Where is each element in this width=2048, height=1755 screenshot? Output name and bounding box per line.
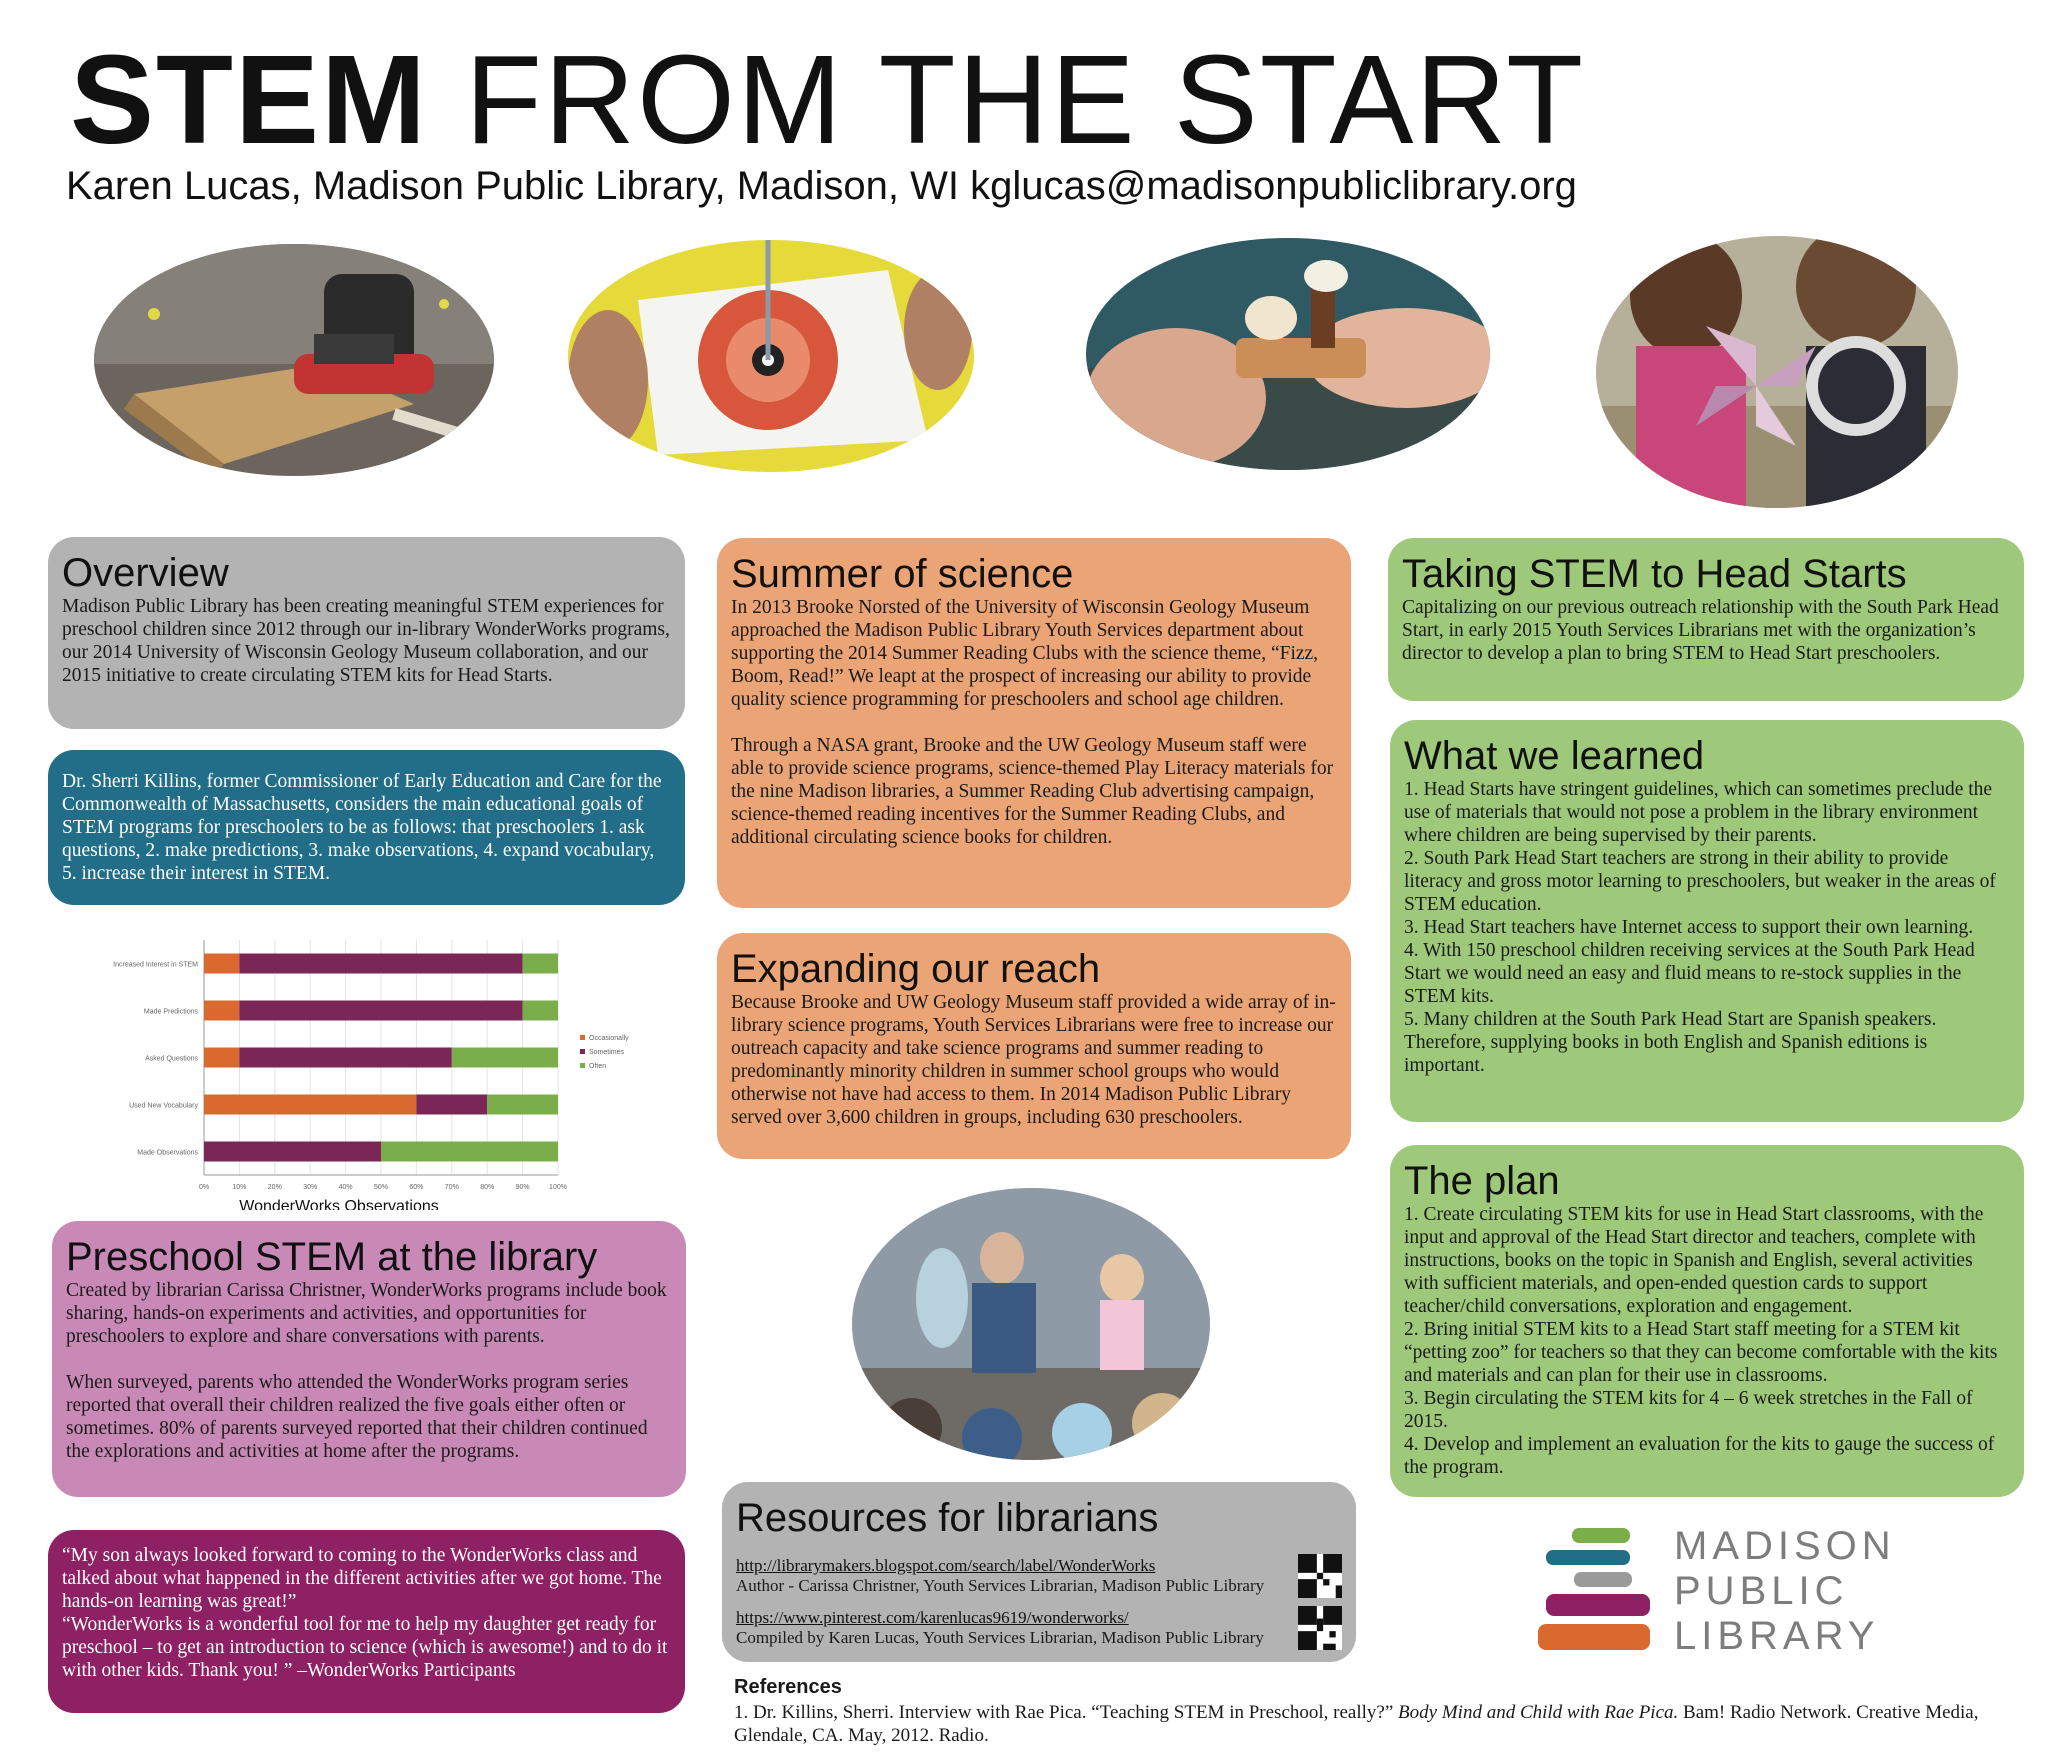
photo-boot-ramp: [94, 244, 494, 476]
chart-x-tick-label: 60%: [409, 1184, 424, 1191]
qr-code-icon: [1298, 1606, 1342, 1650]
reference-text-italic: Body Mind and Child with Rae Pica.: [1398, 1702, 1679, 1723]
qr-code-icon: [1298, 1554, 1342, 1598]
expanding-panel: [717, 933, 1351, 1159]
title-rest: FROM THE START: [465, 29, 1586, 170]
headstart-body: Capitalizing on our previous outreach relationship with the South Park Head Start, in early 2015 Youth Services Librarians met with the organization’s director to develop a plan to bring STEM to Head Start preschoolers.: [1402, 597, 1999, 664]
chart-x-tick-label: 30%: [303, 1184, 318, 1191]
reference-text-after: Bam! Radio Network. Creative Media, Glendale, CA. May, 2012. Radio.: [734, 1702, 1979, 1746]
overview-panel: [48, 537, 685, 729]
chart-x-tick-label: 20%: [267, 1184, 282, 1191]
learned-heading: What we learned: [1404, 734, 1705, 778]
plan-body: 1. Create circulating STEM kits for use in Head Start classrooms, with the input and approval of the Head Start director and teachers, complete with instructions, books on the topic in Spanish and English, several activities with sufficient materials, and open-ended question cards to support teacher/child conversations, exploration and engagement. 2. Bring initial STEM kits to a Head Start staff meeting for a STEM kit “petting zoo” for teachers so that they can become comfortable with the kits and materials and can plan for their use in classrooms. 3. Begin circulating the STEM kits for 4 – 6 week stretches in the Fall of 2015. 4. Develop and implement an evaluation for the kits to gauge the success of the program.: [1404, 1204, 1998, 1478]
library-logo-mark-icon: [1538, 1528, 1658, 1652]
chart-bar-sometimes: [416, 1095, 487, 1115]
chart-bar-occasionally: [204, 1001, 239, 1021]
resources-heading: Resources for librarians: [736, 1496, 1159, 1540]
logo-word-library: LIBRARY: [1674, 1614, 1880, 1658]
overview-heading: Overview: [62, 551, 229, 595]
preschool-panel: [52, 1221, 686, 1497]
chart-x-tick-label: 10%: [232, 1184, 247, 1191]
chart-bar-often: [487, 1095, 558, 1115]
chart-bar-occasionally: [204, 1048, 239, 1068]
expanding-heading: Expanding our reach: [731, 947, 1101, 991]
chart-x-tick-label: 80%: [480, 1184, 495, 1191]
chart-category-label: Made Predictions: [143, 1008, 198, 1016]
plan-panel: [1390, 1145, 2024, 1497]
chart-category-label: Used New Vocabulary: [129, 1102, 198, 1110]
chart-legend-label: Occasionally: [589, 1035, 629, 1042]
poster-title: [70, 30, 1585, 170]
chart-category-label: Made Observations: [137, 1149, 198, 1157]
chart-x-tick-label: 70%: [444, 1184, 459, 1191]
killins-panel: [48, 750, 685, 905]
quotes-panel: [48, 1530, 685, 1713]
library-logo: [1538, 1524, 1896, 1658]
title-bold: STEM: [70, 29, 429, 170]
quotes-body: “My son always looked forward to coming to the WonderWorks class and talked about what happened in the different activities after we got home. The hands-on learning was great!” “WonderWorks is a wonderful tool for me to help my daughter get ready for preschool – to get an introduction to science (which is awesome!) and to do it with other kids. Thank you! ” –WonderWorks Participants: [62, 1545, 668, 1681]
chart-bar-often: [523, 1001, 558, 1021]
chart-bar-often: [381, 1142, 558, 1162]
chart-bar-occasionally: [204, 1095, 416, 1115]
summer-panel: [717, 538, 1351, 908]
resources-panel: [722, 1482, 1356, 1662]
chart-legend-swatch: [580, 1063, 585, 1068]
observations-chart-svg: [84, 930, 684, 1210]
chart-bar-occasionally: [204, 954, 239, 974]
chart-x-axis-title: WonderWorks Observations: [239, 1198, 439, 1210]
chart-x-tick-label: 100%: [549, 1184, 567, 1191]
plan-heading: The plan: [1404, 1159, 1560, 1203]
chart-bar-sometimes: [204, 1142, 381, 1162]
logo-word-madison: MADISON: [1674, 1524, 1896, 1568]
references-heading: References: [734, 1676, 842, 1698]
learned-panel: [1390, 720, 2024, 1122]
photo-mirror-flower: [568, 240, 974, 472]
headstart-heading: Taking STEM to Head Starts: [1402, 552, 1907, 596]
chart-legend-swatch: [580, 1049, 585, 1054]
reference-text-before: 1. Dr. Killins, Sherri. Interview with Rae Pica. “Teaching STEM in Preschool, really?”: [734, 1702, 1399, 1723]
resource-link-pinterest[interactable]: https://www.pinterest.com/karenlucas9619/wonderworks/: [736, 1608, 1129, 1627]
chart-legend-label: Sometimes: [589, 1049, 625, 1056]
headstart-panel: [1388, 538, 2024, 701]
chart-bar-often: [452, 1048, 558, 1068]
chart-category-label: Increased Interest in STEM: [113, 961, 198, 969]
chart-bar-often: [523, 954, 558, 974]
observations-chart: [84, 930, 684, 1210]
expanding-body: Because Brooke and UW Geology Museum staff provided a wide array of in-library science programs, Youth Services Librarians were free to increase our outreach capacity and take science programs and summer reading to predominantly minority children in summer school groups who would otherwise not have had access to them. In 2014 Madison Public Library served over 3,600 children in groups, including 630 preschoolers.: [731, 992, 1336, 1128]
preschool-body: Created by librarian Carissa Christner, WonderWorks programs include book sharing, hands-on experiments and activities, and opportunities for preschoolers to explore and share conversations with parents. When surveyed, parents who attended the WonderWorks program series reported that overall their children realized the five goals either often or sometimes. 80% of parents surveyed reported that their children continued the explorations and activities at home after the programs.: [66, 1280, 667, 1462]
chart-x-tick-label: 40%: [338, 1184, 353, 1191]
chart-x-tick-label: 90%: [515, 1184, 530, 1191]
chart-bar-sometimes: [239, 1048, 451, 1068]
overview-body: Madison Public Library has been creating meaningful STEM experiences for preschool children since 2012 through our in-library WonderWorks programs, our 2014 University of Wisconsin Geology Museum collaboration, and our 2015 initiative to create circulating STEM kits for Head Starts.: [62, 596, 670, 686]
resource-credit-blog: Author - Carissa Christner, Youth Services Librarian, Madison Public Library: [736, 1576, 1265, 1595]
preschool-heading: Preschool STEM at the library: [66, 1235, 598, 1279]
chart-legend-swatch: [580, 1035, 585, 1040]
resource-link-blog[interactable]: http://librarymakers.blogspot.com/search/label/WonderWorks: [736, 1556, 1156, 1575]
author-line: Karen Lucas, Madison Public Library, Madison, WI kglucas@madisonpubliclibrary.org: [66, 164, 1577, 208]
chart-bar-sometimes: [239, 954, 522, 974]
killins-body: Dr. Sherri Killins, former Commissioner of Early Education and Care for the Commonwealth of Massachusetts, considers the main educational goals of STEM programs for preschoolers to be as follows: that preschoolers 1. ask questions, 2. make predictions, 3. make observations, 4. expand vocabulary, 5. increase their interest in STEM.: [62, 771, 662, 884]
reference-item: [734, 1701, 2024, 1747]
resource-credit-pinterest: Compiled by Karen Lucas, Youth Services Librarian, Madison Public Library: [736, 1628, 1264, 1647]
photo-puppet-program: [852, 1188, 1210, 1460]
chart-x-tick-label: 50%: [373, 1184, 389, 1191]
learned-body: 1. Head Starts have stringent guidelines, which can sometimes preclude the use of materials that would not pose a problem in the library environment where children are being supervised by their parents. 2. South Park Head Start teachers are strong in their ability to provide literacy and gross motor learning to preschoolers, but weaker in the areas of STEM education. 3. Head Start teachers have Internet access to support their own learning. 4. With 150 preschool children receiving services at the South Park Head Start we would need an easy and fluid means to re-stock supplies in the STEM kits. 5. Many children at the South Park Head Start are Spanish speakers. Therefore, supplying books in both English and Spanish editions is important.: [1404, 779, 1996, 1076]
references-section: [734, 1676, 2024, 1747]
chart-category-label: Asked Questions: [145, 1055, 198, 1063]
summer-body: In 2013 Brooke Norsted of the University of Wisconsin Geology Museum approached the Madison Public Library Youth Services department about supporting the 2014 Summer Reading Clubs with the science theme, “Fizz, Boom, Read!” We leapt at the prospect of increasing our ability to provide quality science programming for preschoolers and school age children. Through a NASA grant, Brooke and the UW Geology Museum staff were able to provide science programs, science-themed Play Literacy materials for the nine Madison libraries, a Summer Reading Club advertising campaign, science-themed reading incentives for the Summer Reading Clubs, and additional circulating science books for children.: [731, 597, 1334, 848]
chart-x-tick-label: 0%: [198, 1184, 210, 1191]
logo-word-public: PUBLIC: [1674, 1569, 1849, 1613]
photo-marshmallow-structure: [1086, 238, 1490, 470]
chart-bar-sometimes: [239, 1001, 522, 1021]
chart-legend-label: Often: [589, 1063, 607, 1070]
summer-heading: Summer of science: [731, 552, 1074, 596]
photo-children-pinwheel: [1596, 236, 1958, 508]
